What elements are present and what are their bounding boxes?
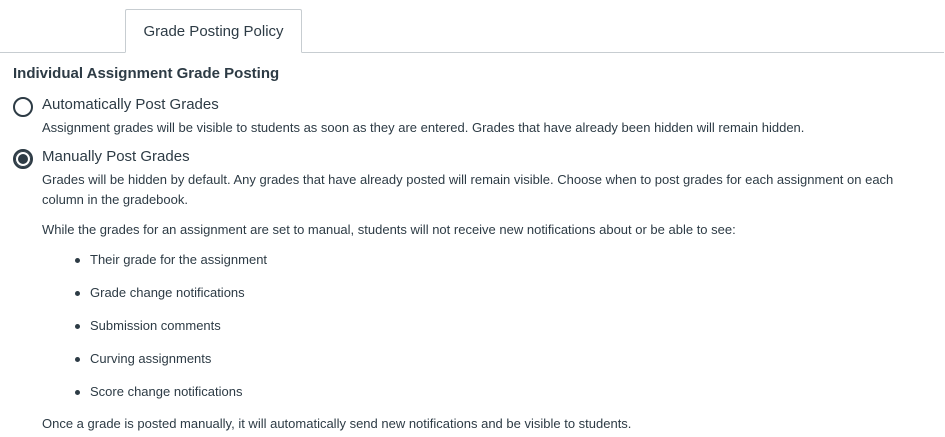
- manual-post-while-text: While the grades for an assignment are set to manual, students will not receive new notifications about or be able to see:: [42, 222, 736, 237]
- manual-post-radio[interactable]: [13, 149, 33, 169]
- manual-post-footer: Once a grade is posted manually, it will automatically send new notifications and be visible to students.: [42, 416, 632, 431]
- list-item: Grade change notifications: [42, 283, 267, 316]
- manual-post-description-line1: Grades will be hidden by default. Any grades that have already posted will remain visible. Choose when to post grades for each assignment on each: [42, 172, 894, 187]
- automatic-post-label[interactable]: Automatically Post Grades: [42, 96, 219, 113]
- manual-post-description-line2: column in the gradebook.: [42, 192, 188, 207]
- list-item: Submission comments: [42, 316, 267, 349]
- manual-post-label[interactable]: Manually Post Grades: [42, 148, 190, 165]
- list-item: Their grade for the assignment: [42, 250, 267, 283]
- automatic-post-radio[interactable]: [13, 97, 33, 117]
- tab-grade-posting-policy[interactable]: [125, 9, 302, 53]
- automatic-post-description: Assignment grades will be visible to students as soon as they are entered. Grades that have already been hidden will remain hidden.: [42, 120, 805, 135]
- hidden-items-list: [42, 250, 267, 415]
- list-item: Score change notifications: [42, 382, 267, 415]
- list-item: Curving assignments: [42, 349, 267, 382]
- tab-bar: [0, 0, 945, 53]
- tab-label: Grade Posting Policy: [143, 22, 284, 40]
- section-heading: Individual Assignment Grade Posting: [13, 65, 280, 82]
